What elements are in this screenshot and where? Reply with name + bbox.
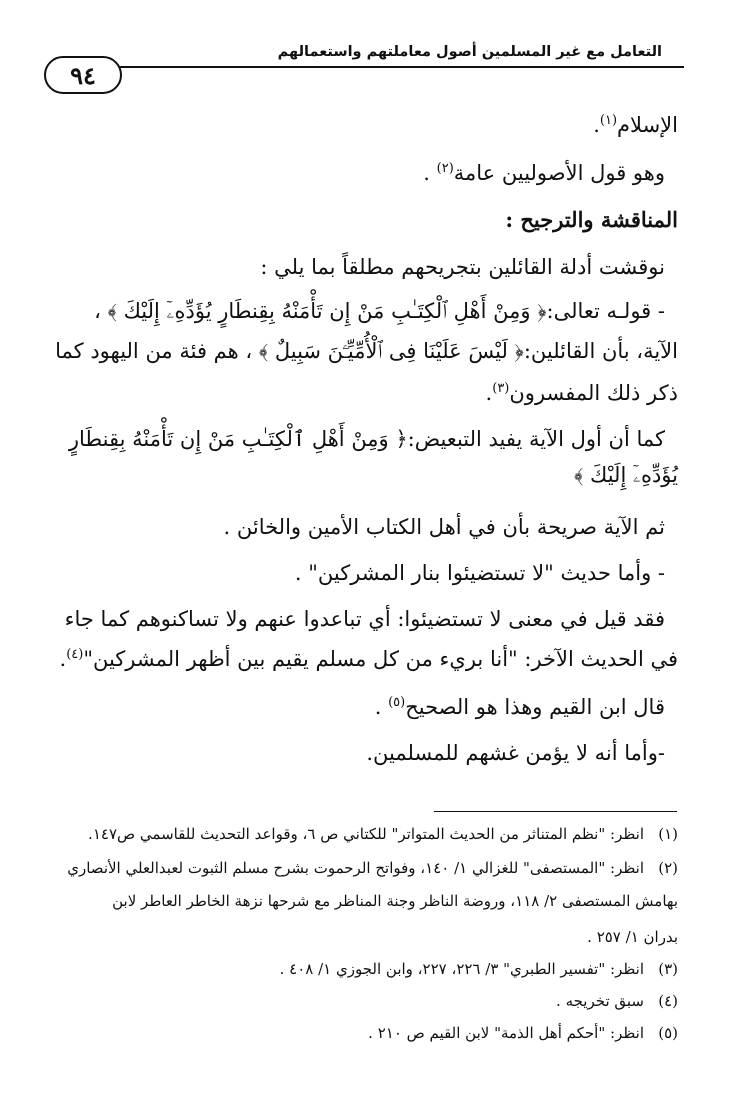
footnote-number: (٣): [658, 960, 678, 978]
page-number: ٩٤: [44, 56, 122, 94]
paragraph-line: [375, 695, 665, 719]
paragraph-line: [486, 381, 678, 405]
header-rule: [54, 66, 684, 68]
quran-verse-line: يُؤَدِّهِۦٓ إِلَيْكَ ﴾: [574, 463, 678, 487]
paragraph-line: [423, 161, 665, 185]
footnote-text: انظر: "نظم المتناثر من الحديث المتواتر" للكتاني ص ٦، وقواعد التحديث للقاسمي ص١٤٧.: [88, 825, 644, 843]
line-punctuation: .: [593, 113, 600, 137]
footnote-continuation: بدران ١/ ٢٥٧ .: [587, 928, 678, 946]
footnote-item: [67, 859, 678, 877]
footnote-number: (١): [658, 825, 678, 843]
footnote-ref: (١): [599, 113, 618, 128]
section-heading: المناقشة والترجيح :: [505, 207, 678, 232]
quran-verse-line: كما أن أول الآية يفيد التبعيض:﴿ وَمِنْ أَهْلِ ٱلْكِتَـٰبِ مَنْ إِن تَأْمَنْهُ بِقِنطَارٍ: [68, 427, 665, 451]
footnote-ref: (٥): [388, 695, 406, 710]
paragraph-line: - وأما حديث "لا تستضيئوا بنار المشركين" .: [294, 561, 665, 585]
line-punctuation: .: [59, 647, 67, 671]
line-text: في الحديث الآخر: "أنا بريء من كل مسلم يقيم بين أظهر المشركين": [83, 647, 678, 671]
footnote-number: (٥): [658, 1024, 678, 1042]
footnote-item: [556, 992, 678, 1010]
footnote-text: انظر: "تفسير الطبري" ٣/ ٢٢٦، ٢٢٧، وابن الجوزي ١/ ٤٠٨ .: [279, 960, 644, 978]
footnote-text: انظر: "المستصفى" للغزالي ١/ ١٤٠، وفواتح الرحموت بشرح مسلم الثبوت لعبدالعلي الأنصاري: [67, 859, 644, 877]
line-punctuation: .: [374, 695, 389, 719]
footnote-continuation: بهامش المستصفى ٢/ ١١٨، وروضة الناظر وجنة المناظر مع شرحها نزهة الخاطر العاطر لابن: [112, 892, 678, 910]
footnote-text: انظر: "أحكم أهل الذمة" لابن القيم ص ٢١٠ .: [368, 1024, 644, 1042]
footnote-item: [368, 1024, 678, 1042]
paragraph-line: -وأما أنه لا يؤمن غشهم للمسلمين.: [366, 741, 665, 765]
line-text: قال ابن القيم وهذا هو الصحيح: [405, 695, 665, 719]
footnote-separator: [434, 811, 677, 812]
footnote-number: (٢): [658, 859, 678, 877]
footnote-item: [280, 960, 678, 978]
quran-verse-line: - قولـه تعالى:﴿ وَمِنْ أَهْلِ ٱلْكِتَـٰبِ مَنْ إِن تَأْمَنْهُ بِقِنطَارٍ يُؤَدِّهِۦٓ إِلَيْكَ ﴾ ،: [94, 299, 665, 323]
line-text: ذكر ذلك المفسرون: [509, 381, 678, 405]
footnote-ref: (٣): [492, 381, 510, 396]
line-text: وهو قول الأصوليين عامة: [453, 161, 665, 185]
line-punctuation: .: [423, 161, 437, 185]
line-punctuation: .: [485, 381, 493, 405]
footnote-ref: (٤): [66, 647, 84, 662]
paragraph-line: [593, 113, 678, 137]
paragraph-line: نوقشت أدلة القائلين بتجريحهم مطلقاً بما يلي :: [260, 255, 665, 279]
paragraph-line: الآية، بأن القائلين:﴿ لَيْسَ عَلَيْنَا فِى ٱلْأُمِّيِّـۧنَ سَبِيلٌ ﴾ ، هم فئة من اليهود كما: [55, 339, 678, 363]
paragraph-line: ثم الآية صريحة بأن في أهل الكتاب الأمين والخائن .: [223, 515, 665, 539]
running-title: التعامل مع غير المسلمين أصول معاملتهم واستعمالهم: [277, 44, 662, 60]
footnote-ref: (٢): [436, 161, 454, 176]
footnote-number: (٤): [658, 992, 678, 1010]
running-header: [44, 42, 684, 92]
footnote-item: [88, 825, 678, 843]
paragraph-line: فقد قيل في معنى لا تستضيئوا: أي تباعدوا عنهم ولا تساكنوهم كما جاء: [64, 607, 665, 631]
line-text: الإسلام: [617, 113, 678, 137]
footnote-text: سبق تخريجه .: [556, 992, 644, 1010]
paragraph-line: [60, 647, 679, 671]
